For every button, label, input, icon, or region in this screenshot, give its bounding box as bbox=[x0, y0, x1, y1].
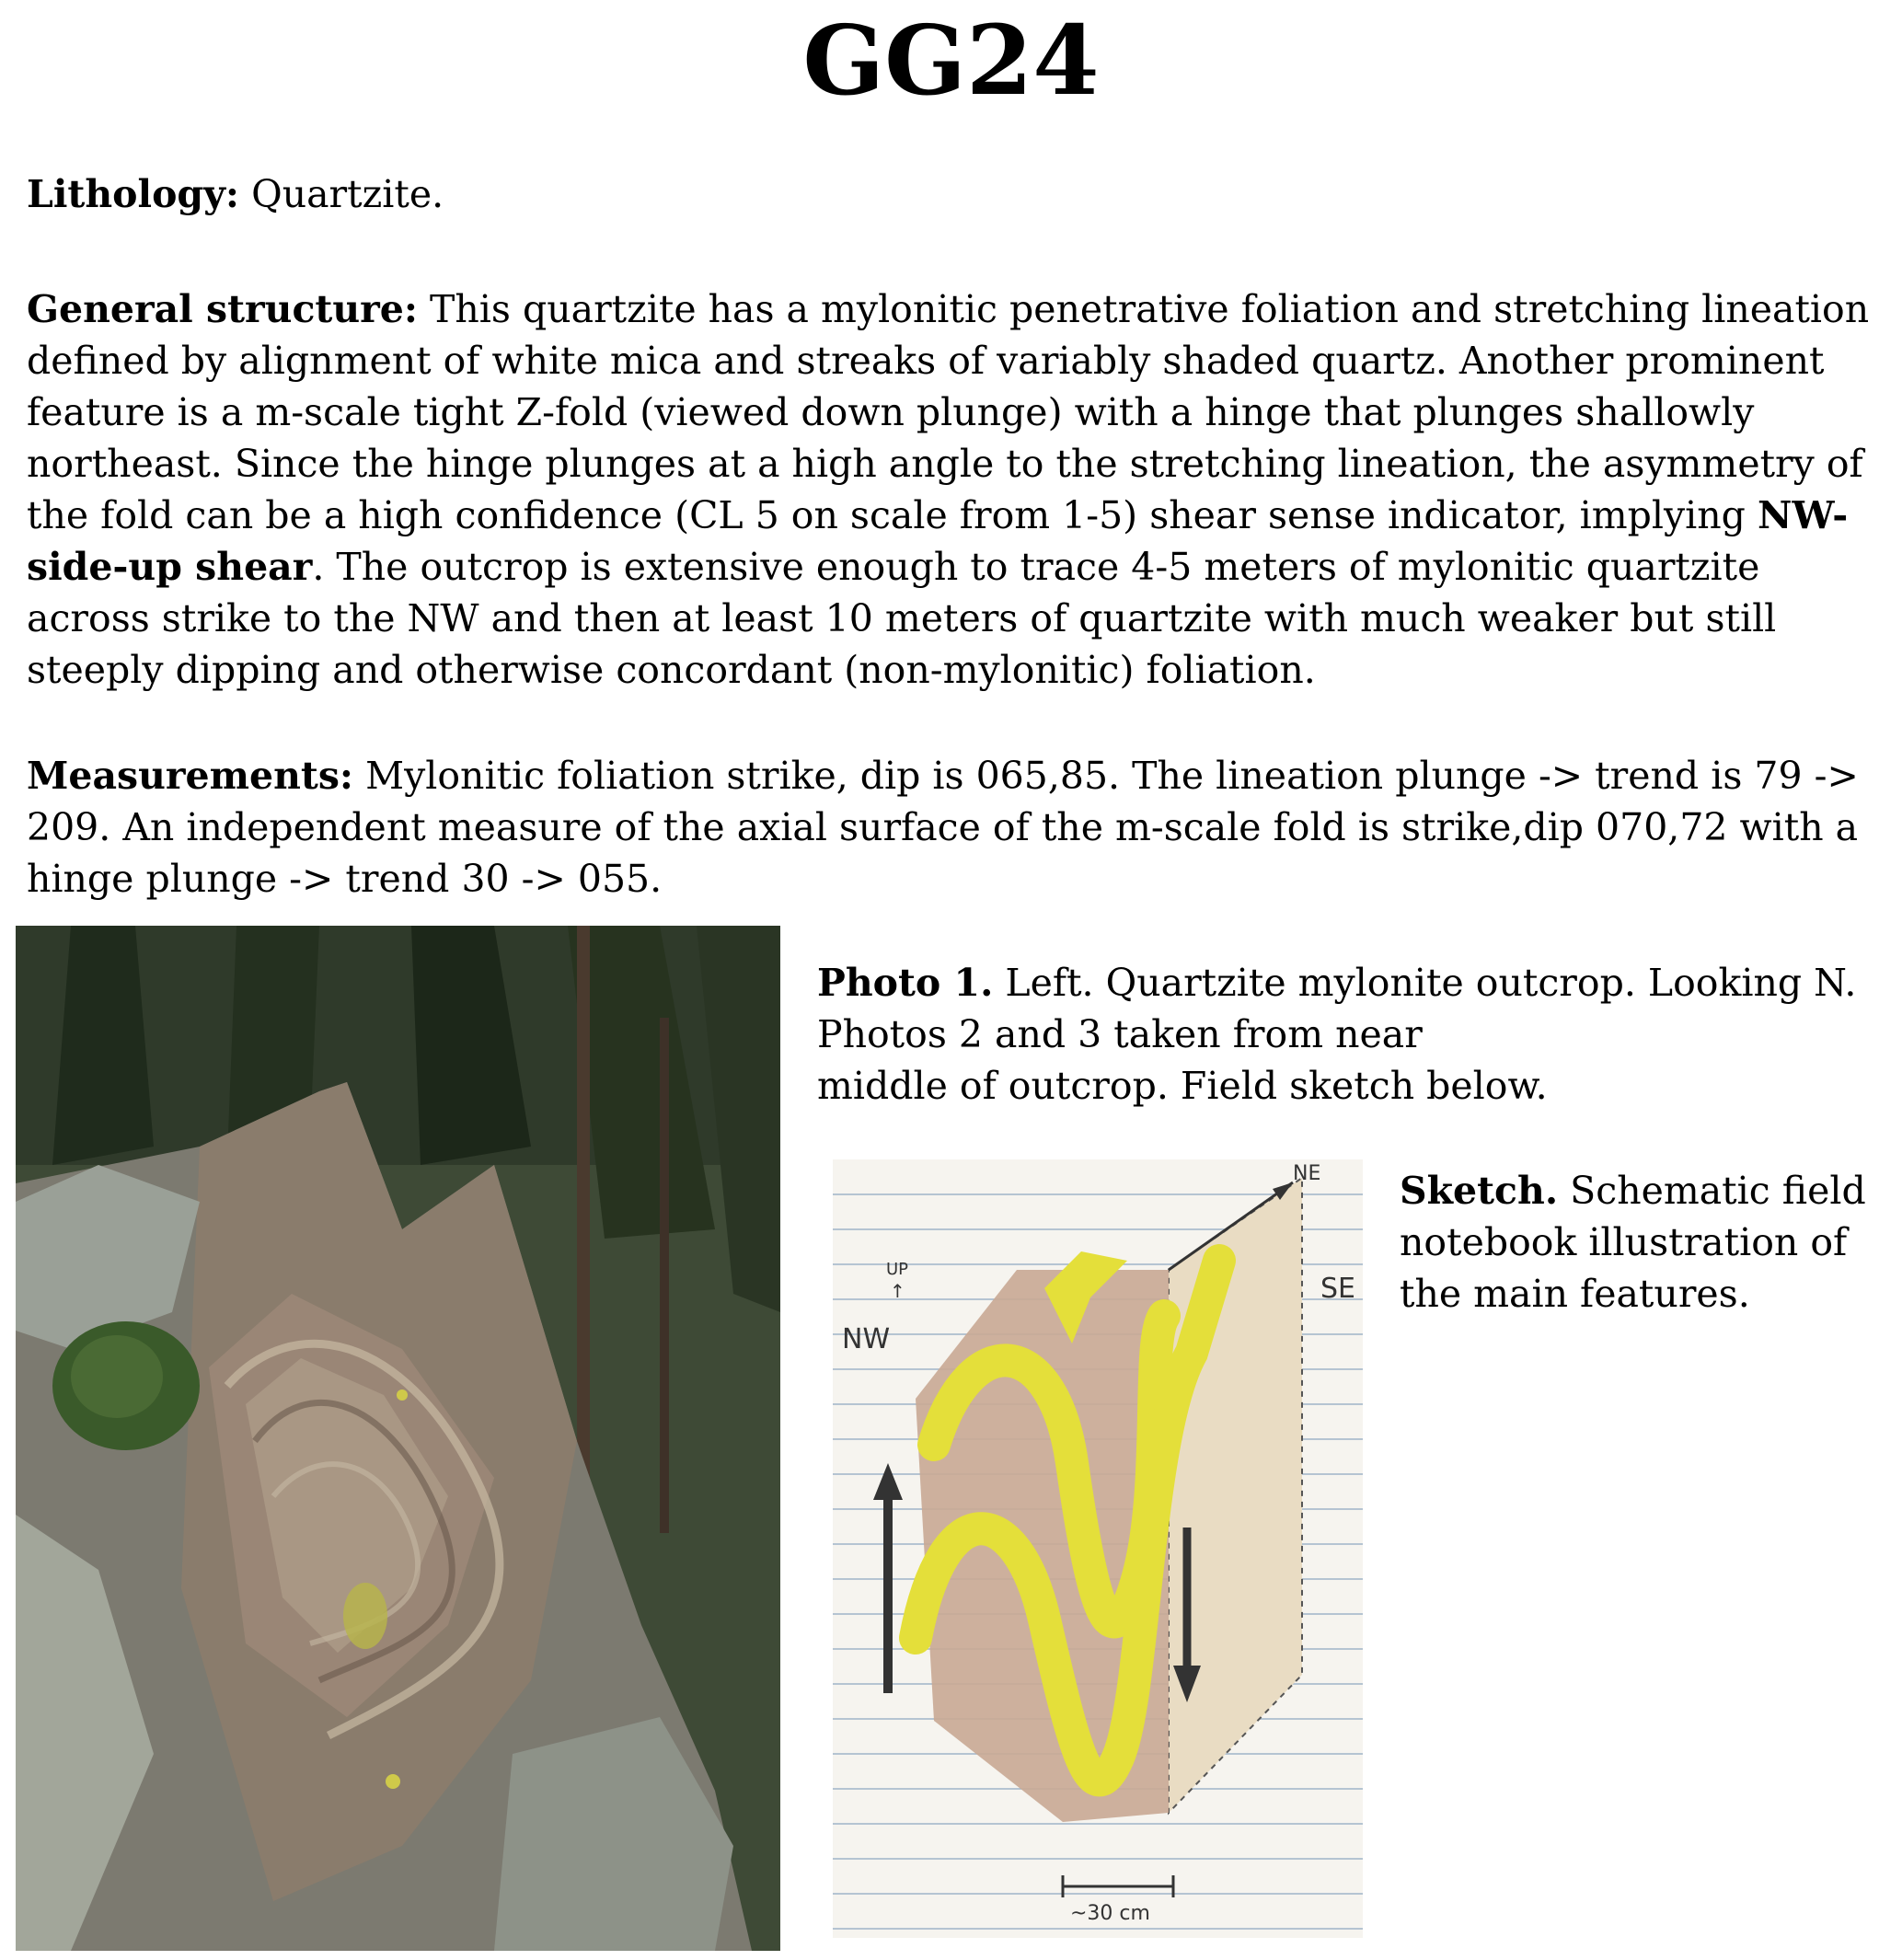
general-structure-paragraph bbox=[27, 283, 1885, 696]
sketch-label-up: UP bbox=[886, 1260, 909, 1279]
general-structure-text-cont: . The outcrop is extensive enough to trace 4-5 meters of mylonitic quartzite across strike to the NW and then at least 10 meters of quartzite with much weaker but still steeply dipping and otherwise concordant (non-mylonitic) foliation. bbox=[27, 545, 1777, 692]
photo-caption-line-1: Left. Quartzite mylonite outcrop. Looking N. bbox=[1005, 961, 1857, 1005]
general-structure-label: General structure: bbox=[27, 287, 418, 331]
sketch-caption-label: Sketch. bbox=[1400, 1169, 1559, 1213]
sketch-scale-label: ~30 cm bbox=[1070, 1902, 1150, 1925]
lithology-text: Quartzite. bbox=[251, 172, 444, 216]
sketch-up-arrow: ↑ bbox=[890, 1280, 905, 1302]
shear-sense-emphasis: NW-side-up shear bbox=[27, 493, 1849, 589]
sketch-label-se: SE bbox=[1320, 1273, 1355, 1305]
sketch-caption-text: Schematic field notebook illustration of the main features. bbox=[1400, 1169, 1866, 1316]
photo-caption-label: Photo 1. bbox=[817, 961, 994, 1005]
photo-caption-line-2: Photos 2 and 3 taken from near bbox=[817, 1012, 1423, 1056]
outcrop-photo bbox=[16, 926, 780, 1951]
outcrop-photo-art bbox=[16, 926, 780, 1951]
measurements-text: Mylonitic foliation strike, dip is 065,85. The lineation plunge -> trend is 79 -> 209. An independent measure of the axial surface of the m-scale fold is strike,dip 070,72 with a hinge plunge -> trend 30 -> 055. bbox=[27, 754, 1859, 901]
sketch-caption bbox=[1400, 1165, 1878, 1320]
photo-caption-line-3: middle of outcrop. Field sketch below. bbox=[817, 1064, 1548, 1108]
field-sketch bbox=[833, 1159, 1363, 1938]
field-sketch-art bbox=[833, 1159, 1363, 1938]
measurements-label: Measurements: bbox=[27, 754, 354, 798]
lithology-label: Lithology: bbox=[27, 172, 240, 216]
lithology-paragraph bbox=[27, 168, 1885, 220]
sketch-label-nw: NW bbox=[842, 1323, 891, 1355]
sketch-label-ne: NE bbox=[1293, 1162, 1321, 1185]
measurements-paragraph bbox=[27, 750, 1885, 905]
page-title: GG24 bbox=[802, 4, 1100, 117]
general-structure-text: This quartzite has a mylonitic penetrative foliation and stretching lineation defined by alignment of white mica and streaks of variably shaded quartz. Another prominent feature is a m-scale tight Z-fold (viewed down plunge) with a hinge that plunges shallowly northeast. Since the hinge plunges at a high angle to the stretching lineation, the asymmetry of the fold can be a high confidence (CL 5 on scale from 1-5) shear sense indicator, implying bbox=[27, 287, 1870, 537]
photo-caption bbox=[817, 957, 1885, 1112]
